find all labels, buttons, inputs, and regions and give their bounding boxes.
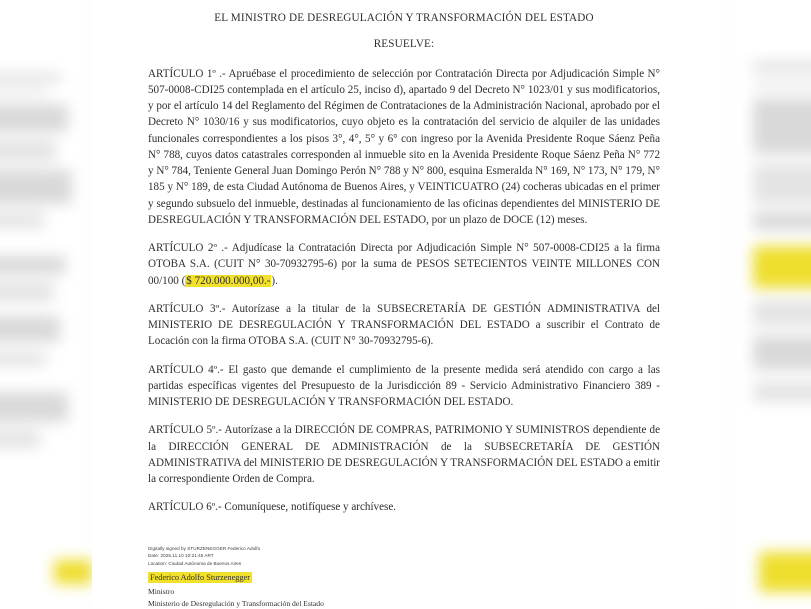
signatory-name-row: [148, 572, 252, 584]
article-paragraph-2: [148, 240, 660, 289]
highlighted-signatory-name: Federico Adolfo Sturzenegger: [150, 573, 250, 583]
next-page-preview[interactable]: [722, 0, 811, 608]
signatory-organization: Ministerio de Desregulación y Transformación del Estado: [148, 598, 324, 608]
document-subheading: RESUELVE:: [373, 37, 435, 50]
article-paragraph-4: [148, 362, 660, 411]
signature-location: Location: Ciudad Autónoma de Buenos Aires: [148, 560, 242, 566]
previous-page-preview[interactable]: [0, 0, 93, 608]
digital-signature-block: [148, 545, 478, 609]
document-heading: EL MINISTRO DE DESREGULACIÓN Y TRANSFORMACIÓN DEL ESTADO: [214, 12, 594, 24]
article-1-text: ARTÍCULO 1º .- Apruébase el procedimiento de selección por Contratación Directa por Adjudicación Simple N° 507-0008-CDI25 contemplada en el artículo 25, inciso d), apartado 9 del Decreto N° 1023/01 y sus modificatorios, y por el artículo 14 del Reglamento del Régimen de Contrataciones de la Administración Nacional, aprobado por el Decreto N° 1030/16 y sus modificatorios, cuyo objeto es la contratación del servicio de alquiler de las unidades funcionales correspondientes a los pisos 3°, 4°, 5° y 6° con ingreso por la Avenida Presidente Roque Sáenz Peña N° 788, cuyos datos catastrales corresponden al inmueble sito en la Avenida Presidente Roque Sáenz Peña N° 772 y N° 784, Teniente General Juan Domingo Perón N° 788 y N° 800, esquina Esmeralda N° 169, N° 173, N° 179, N° 185 y N° 189, de esta Ciudad Autónoma de Buenos Aires, y VEINTICUATRO (24) cocheras ubicadas en el primer y segundo subsuelo del inmueble, destinadas al funcionamiento de las oficinas dependientes del MINISTERIO DE DESREGULACIÓN Y TRANSFORMACIÓN DEL ESTADO, por un plazo de DOCE (12) meses.: [148, 67, 661, 226]
article-paragraph-3: [148, 301, 660, 350]
article-5-text: ARTÍCULO 5º.- Autorízase a la DIRECCIÓN DE COMPRAS, PATRIMONIO Y SUMINISTROS dependiente de la DIRECCIÓN GENERAL DE ADMINISTRACIÓN de la SUBSECRETARÍA DE GESTIÓN ADMINISTRATIVA del MINISTERIO DE DESREGULACIÓN Y TRANSFORMACIÓN DEL ESTADO a emitir la correspondiente Orden de Compra.: [148, 424, 660, 486]
article-4-text: ARTÍCULO 4º.- El gasto que demande el cumplimiento de la presente medida será atendido con cargo a las partidas específicas vigentes del Presupuesto de la Jurisdicción 89 - Servicio Administrativo Financiero 389 - MINISTERIO DE DESREGULACIÓN Y TRANSFORMACIÓN DEL ESTADO.: [148, 363, 660, 409]
signature-signed-by: Digitally signed by STURZENEGGER Federico Adolfo: [148, 546, 261, 551]
page-content: [148, 10, 660, 516]
highlighted-contract-amount: $ 720.000.000,00.-: [186, 274, 271, 287]
article-2-text-before: ARTÍCULO 2º .- Adjudícase la Contratación Directa por Adjudicación Simple N° 507-0008-CDI25 a la firma OTOBA S.A. (CUIT N° 30-70932795-6) por la suma de PESOS SETECIENTOS VEINTE MILLONES CON 00/100 (: [148, 242, 660, 287]
article-2-text-after: ).: [271, 274, 278, 287]
article-paragraph-6: [148, 499, 660, 515]
signatory-role: Ministro: [148, 587, 175, 597]
article-6-text: ARTÍCULO 6º.- Comuníquese, notifíquese y archívese.: [148, 501, 397, 514]
signature-date: Date: 2025.11.10 10:21:45 ART: [148, 553, 214, 559]
article-paragraph-1: [148, 66, 660, 229]
article-3-text: ARTÍCULO 3º.- Autorízase a la titular de la SUBSECRETARÍA DE GESTIÓN ADMINISTRATIVA del MINISTERIO DE DESREGULACIÓN Y TRANSFORMACIÓN DEL ESTADO a suscribir el Contrato de Locación con la firma OTOBA S.A. (CUIT N° 30-70932795-6).: [148, 302, 660, 348]
article-paragraph-5: [148, 422, 660, 487]
document-page[interactable]: [92, 0, 719, 608]
